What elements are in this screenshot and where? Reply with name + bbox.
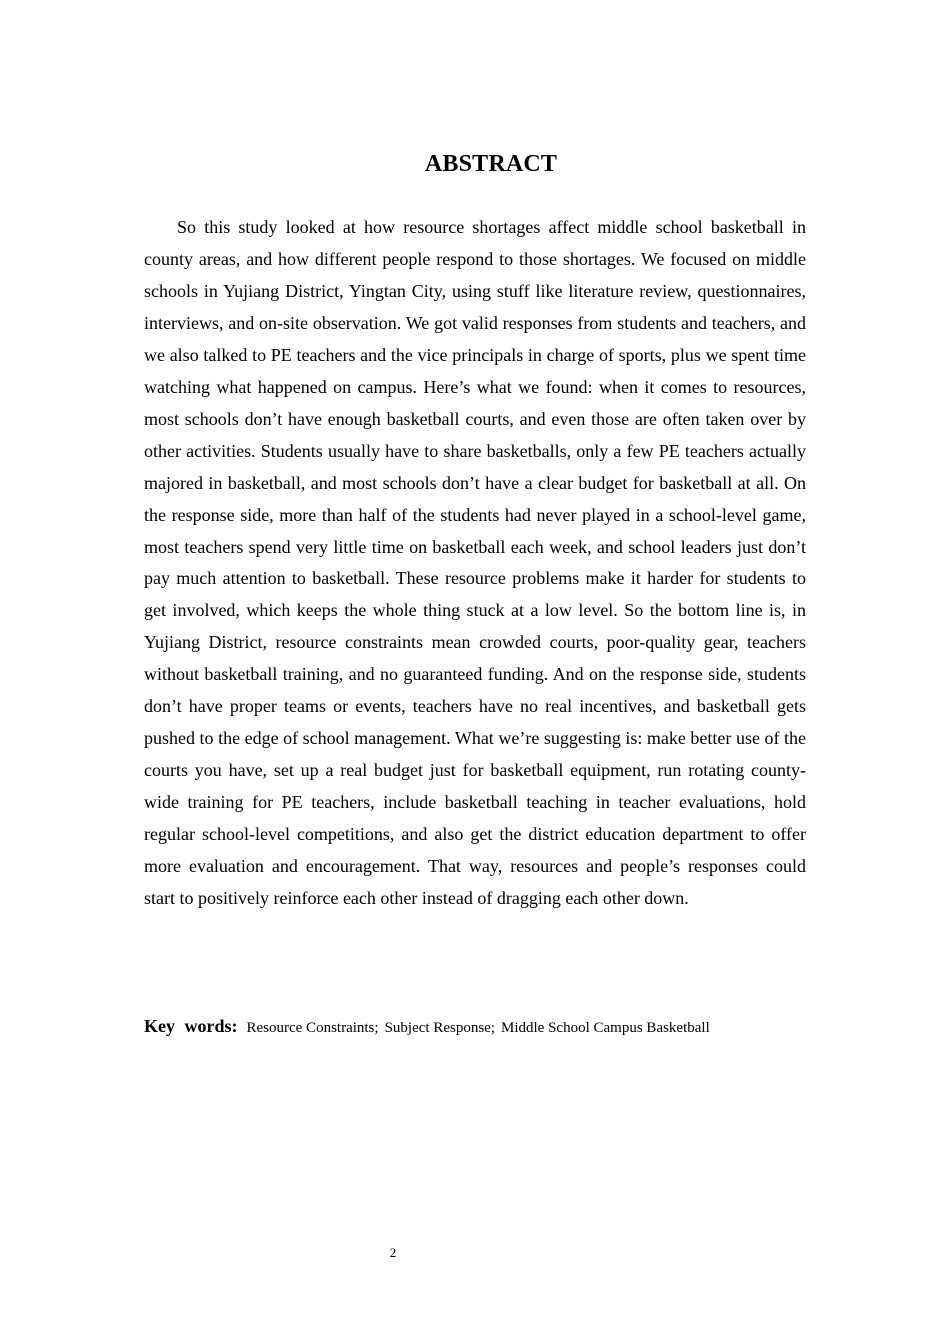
keyword-item: Middle School Campus Basketball	[501, 1020, 710, 1036]
page-number: 2	[389, 1245, 397, 1260]
keyword-separator: ;	[490, 1020, 495, 1036]
abstract-body: So this study looked at how resource shortages affect middle school basketball in county areas, and how different people respond to those shortages. We focused on middle schools in Yujiang District, Yingtan City, using stuff like literature review, questionnaires, interviews, and on-site observation. We got valid responses from students and teachers, and we also talked to PE teachers and the vice principals in charge of sports, plus we spent time watching what happened on campus. Here’s what we found: when it comes to resources, most schools don’t have enough basketball courts, and even those are often taken over by other activities. Students usually have to share basketballs, only a few PE teachers actually majored in basketball, and most schools don’t have a clear budget for basketball at all. On the response side, more than half of the students had never played in a school-level game, most teachers spend very little time on basketball each week, and school leaders just don’t pay much attention to basketball. These resource problems make it harder for students to get involved, which keeps the whole thing stuck at a low level. So the bottom line is, in Yujiang District, resource constraints mean crowded courts, poor-quality gear, teachers without basketball training, and no guaranteed funding. And on the response side, students don’t have proper teams or events, teachers have no real incentives, and basketball gets pushed to the edge of school management. What we’re suggesting is: make better use of the courts you have, set up a real budget just for basketball equipment, run rotating county-wide training for PE teachers, include basketball teaching in teacher evaluations, hold regular school-level competitions, and also get the district education department to offer more evaluation and encouragement. That way, resources and people’s responses could start to positively reinforce each other instead of dragging each other down.	[144, 217, 806, 909]
abstract-title: ABSTRACT	[424, 151, 558, 177]
keyword-separator: ;	[374, 1020, 379, 1036]
keywords-line	[144, 1012, 844, 1042]
keyword-item: Subject Response	[384, 1020, 491, 1036]
keyword-item: Resource Constraints	[246, 1020, 375, 1036]
keywords-label: Key words:	[144, 1016, 238, 1036]
